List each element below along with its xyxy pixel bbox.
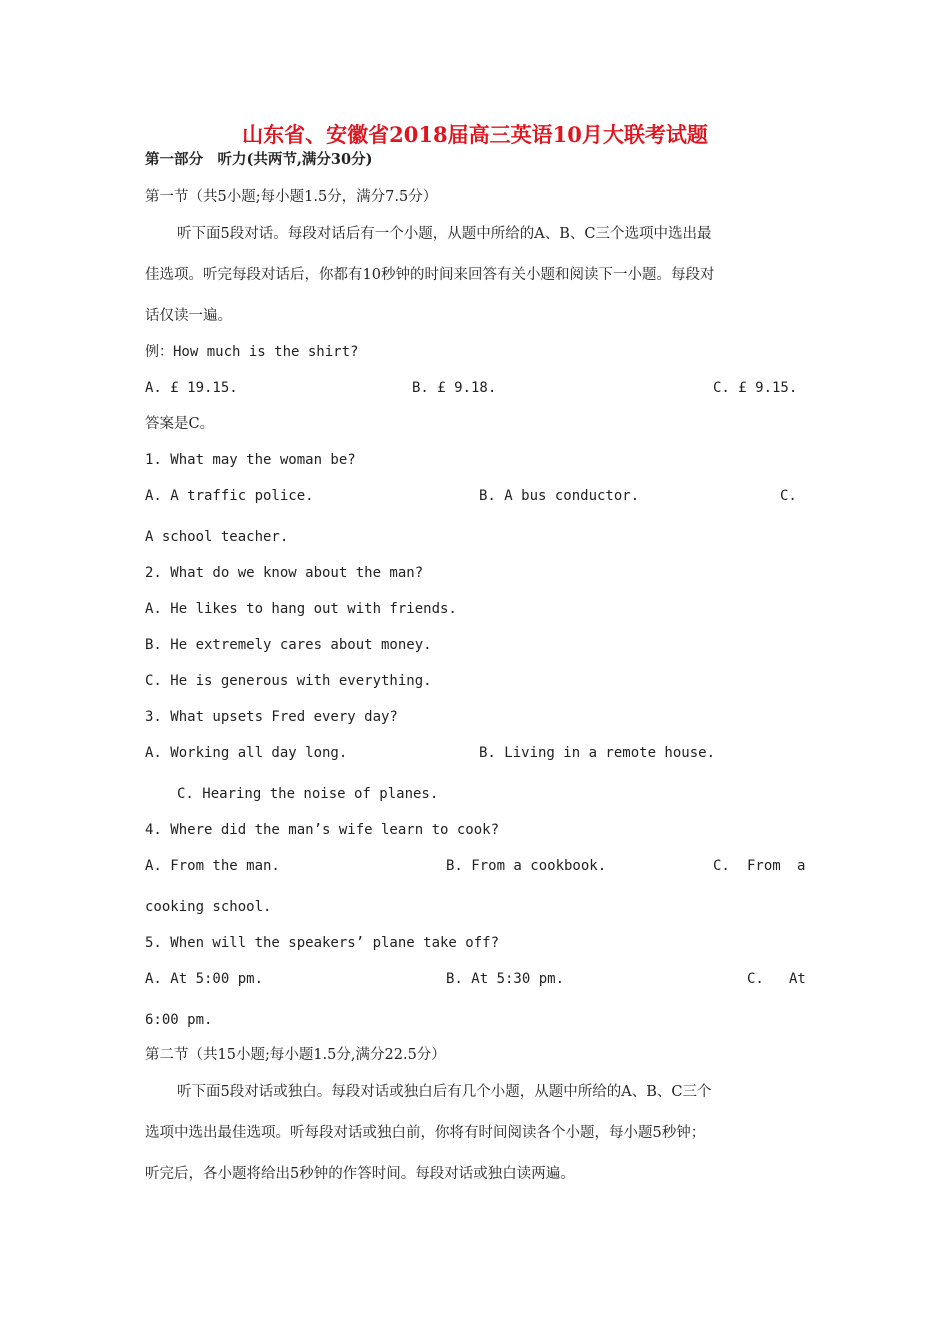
q4-option-c-text: cooking school. <box>145 899 272 915</box>
q4-option-a: A. From the man. <box>145 858 280 874</box>
q5-option-c-label: C. <box>747 971 764 987</box>
question-1: 1. What may the woman be? <box>145 452 356 468</box>
q1-option-c-text: A school teacher. <box>145 529 289 545</box>
q5-option-b: B. At 5:30 pm. <box>446 971 565 987</box>
document-title: 山东省、安徽省2018届高三英语10月大联考试题 <box>242 122 708 147</box>
example-answer: 答案是C。 <box>145 416 215 432</box>
question-2: 2. What do we know about the man? <box>145 565 424 581</box>
q4-option-b: B. From a cookbook. <box>446 858 607 874</box>
section1-instruction-line3: 话仅读一遍。 <box>145 308 232 324</box>
q2-option-c: C. He is generous with everything. <box>145 673 432 689</box>
section2-instruction-line2: 选项中选出最佳选项。听每段对话或独白前，你将有时间阅读各个小题，每小题5秒钟； <box>145 1125 706 1141</box>
example-option-c: C. £ 9.15. <box>713 380 798 396</box>
q5-option-c-word: At <box>789 971 806 987</box>
example-question: 例：How much is the shirt? <box>145 344 359 360</box>
q4-option-c-word1: From <box>747 858 781 874</box>
question-4: 4. Where did the man’s wife learn to cook? <box>145 822 500 838</box>
q5-option-c-text: 6:00 pm. <box>145 1012 213 1028</box>
part1-heading: 第一部分 听力(共两节,满分30分) <box>145 151 373 168</box>
section1-heading: 第一节（共5小题;每小题1.5分，满分7.5分） <box>145 189 438 205</box>
section2-instruction-line3: 听完后，各小题将给出5秒钟的作答时间。每段对话或独白读两遍。 <box>145 1166 575 1182</box>
section1-instruction-line2: 佳选项。听完每段对话后，你都有10秒钟的时间来回答有关小题和阅读下一小题。每段对 <box>145 267 715 283</box>
q4-option-c-label: C. <box>713 858 730 874</box>
section2-heading: 第二节（共15小题;每小题1.5分,满分22.5分） <box>145 1047 446 1063</box>
question-3: 3. What upsets Fred every day? <box>145 709 398 725</box>
q1-option-b: B. A bus conductor. <box>479 488 640 504</box>
q2-option-a: A. He likes to hang out with friends. <box>145 601 457 617</box>
q1-option-c-label: C. <box>780 488 797 504</box>
q3-option-a: A. Working all day long. <box>145 745 348 761</box>
q2-option-b: B. He extremely cares about money. <box>145 637 432 653</box>
example-option-a: A. £ 19.15. <box>145 380 238 396</box>
question-5: 5. When will the speakers’ plane take off? <box>145 935 500 951</box>
q1-option-a: A. A traffic police. <box>145 488 314 504</box>
q3-option-c: C. Hearing the noise of planes. <box>177 786 439 802</box>
q3-option-b: B. Living in a remote house. <box>479 745 716 761</box>
q4-option-c-word2: a <box>797 858 806 874</box>
section1-instruction-line1: 听下面5段对话。每段对话后有一个小题，从题中所给的A、B、C三个选项中选出最 <box>177 226 712 242</box>
section2-instruction-line1: 听下面5段对话或独白。每段对话或独白后有几个小题，从题中所给的A、B、C三个 <box>177 1084 712 1100</box>
q5-option-a: A. At 5:00 pm. <box>145 971 264 987</box>
example-option-b: B. £ 9.18. <box>412 380 497 396</box>
